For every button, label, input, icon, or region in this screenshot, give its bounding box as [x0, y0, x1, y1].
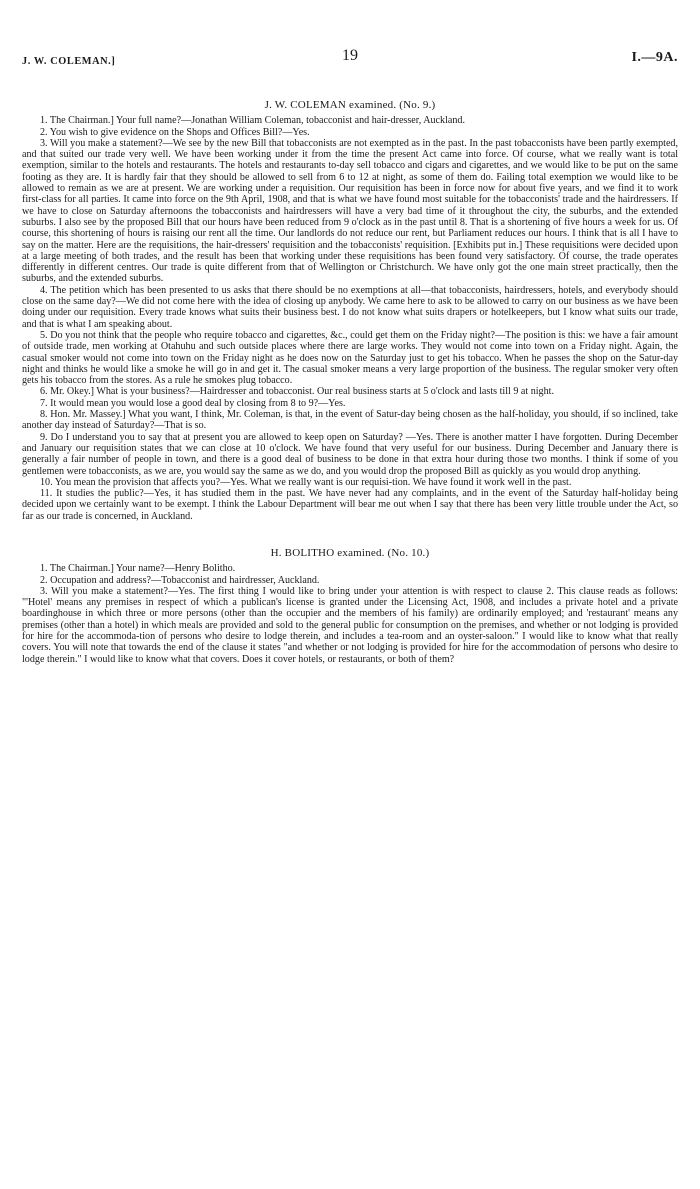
coleman-paragraph-7: 7. It would mean you would lose a good deal by closing from 8 to 9?—Yes.	[40, 397, 346, 409]
coleman-paragraph-1: 1. The Chairman.] Your full name?—Jonathan William Coleman, tobacconist and hair-dresser, Auckland.	[40, 115, 465, 127]
coleman-paragraph-8: 8. Hon. Mr. Massey.] What you want, I think, Mr. Coleman, is that, in the event of Satur-day being chosen as the half-holiday, you should, if so inclined, take another day instead of Saturday?—That is so.	[22, 409, 678, 432]
coleman-paragraph-10: 10. You mean the provision that affects you?—Yes. What we really want is our requisi-tion. We have found it work well in the past.	[40, 476, 572, 488]
bolitho-paragraph-3: 3. Will you make a statement?—Yes. The first thing I would like to bring under your attention is with respect to clause 2. This clause reads as follows: "'Hotel' means any premises in respect of which a publican's license is granted under the Licensing Act, 1908, and includes a private hotel and a private boardinghouse in which three or more persons (other than the occupier and the members of his family) are ordinarily employed; and 'restaurant' means any premises (other than a hotel) in which meals are provided and sold to the general public for consumption on the premises, and whether or not lodging is provided for hire for the accommoda-tion of persons who desire to lodge therein, and includes a tea-room and an oyster-saloon." I would like to know what that really covers. You will note that towards the end of the clause it states "and whether or not lodging is provided for hire for the accommodation of persons who desire to lodge therein." I would like to know what that covers. Does it cover hotels, or restaurants, or both of them?	[22, 585, 678, 665]
coleman-paragraph-6: 6. Mr. Okey.] What is your business?—Hairdresser and tobacconist. Our real business starts at 5 o'clock and lasts till 9 at night.	[40, 386, 554, 398]
header-witness-name: J. W. COLEMAN.]	[22, 56, 116, 67]
coleman-paragraph-3: 3. Will you make a statement?—We see by the new Bill that tobacconists are not exempted as in the past. In the past tobacconists have been partly exempted, and that suited our trade very well. We have been working under it from the time the present Act came into force. Of course, what we really want is total exemption, similar to the hotels and restaurants. The hotels and restaurants to-day sell tobacco and cigars and cigarettes, and we would like to be put on the same footing as they are. It is hardly fair that they should be allowed to sell from 6 to 12 at night, as some of them do. Failing total exemption we would like to be allowed to remain as we are at present. We are working under a requisition. Our requisition has been in force now for about five years, and we find it to work first-class for all parties. It came into force on the 9th April, 1908, and that is what we have found most suitable for the tobacconists' trade and the hairdressers. If we have to close on Saturday afternoons the tobacconists and hairdressers will have a very bad time of it throughout the city, the suburbs, and the extended suburbs. I also see by the proposed Bill that our hours have been reduced from 9 o'clock as in the past until 8. That is a shortening of five hours a week for us. Of course, this shortening of hours is raising our rent all the time. Our landlords do not reduce our rent, but Parliament reduces our hours. I think that is all I have to say on the matter. Here are the requisitions, the hair-dressers' requisition and the tobacconists' requisition. [Exhibits put in.] These requisitions were decided upon at a large meeting of both trades, and the result has been that working under these requisitions has been found very satisfactory. Of course, the trade operates differently in different centres. Our trade is quite different from that of Wellington or Christchurch. We have only got the one main street practically, then the suburbs, and the extended suburbs.	[22, 137, 678, 285]
coleman-paragraph-4: 4. The petition which has been presented to us asks that there should be no exemptions at all—that tobacconists, hairdressers, hotels, and everybody should close on the same day?—We did not come here with the idea of closing up anybody. We came here to ask to be allowed to carry on our business as we have been doing under our requisition. Every trade knows what suits their business best. I do not know what suits drapers or hotelkeepers, but I know what suits our trade, and that is what I am speaking about.	[22, 284, 678, 330]
page-number: 19	[342, 47, 358, 64]
section-heading-coleman: J. W. COLEMAN examined. (No. 9.)	[264, 99, 436, 111]
coleman-paragraph-5: 5. Do you not think that the people who require tobacco and cigarettes, &c., could get them on the Friday night?—The position is this: we have a fair amount of outside trade, men working at Otahuhu and such outside places where there are large works. They would not come into town on a Friday night. Again, the casual smoker would not come into town on the Friday night as he does now on the Saturday just to get his tobacco. When he passes the shop on the Satur-day night and thinks he would like a smoke he will go in and get it. The casual smoker means a very large proportion of the business. The regular smoker very often gets his tobacco from the stores. As a rule he smokes plug tobacco.	[22, 329, 678, 387]
bolitho-paragraph-1: 1. The Chairman.] Your name?—Henry Bolitho.	[40, 563, 236, 575]
bolitho-paragraph-2: 2. Occupation and address?—Tobacconist and hairdresser, Auckland.	[40, 574, 320, 586]
running-header	[22, 47, 678, 70]
section-heading-bolitho: H. BOLITHO examined. (No. 10.)	[270, 546, 430, 559]
coleman-paragraph-11: 11. It studies the public?—Yes, it has studied them in the past. We have never had any complaints, and in the event of the Saturday half-holiday being decided upon we certainly want to be exempt. I think the Labour Department will bear me out when I say that there has been very little trouble under the Act, so far as our trade is concerned, in Auckland.	[22, 488, 678, 522]
document-reference: I.—9A.	[631, 50, 678, 65]
coleman-paragraph-9: 9. Do I understand you to say that at present you are allowed to keep open on Saturday? —Yes. There is another matter I have forgotten. During December and January our requisition states that we can close at 10 o'clock. We have found that very useful for our business. During December and January there is generally a fair number of people in town, and there is a good deal of business to be done in that extra hour during those two months. I think if some of you gentlemen were tobacconists, as we are, you would say the same as we do, and you would drop the proposed Bill as quickly as you would drop anything.	[22, 431, 678, 477]
document-body	[22, 100, 678, 665]
coleman-paragraph-2: 2. You wish to give evidence on the Shops and Offices Bill?—Yes.	[40, 126, 310, 138]
